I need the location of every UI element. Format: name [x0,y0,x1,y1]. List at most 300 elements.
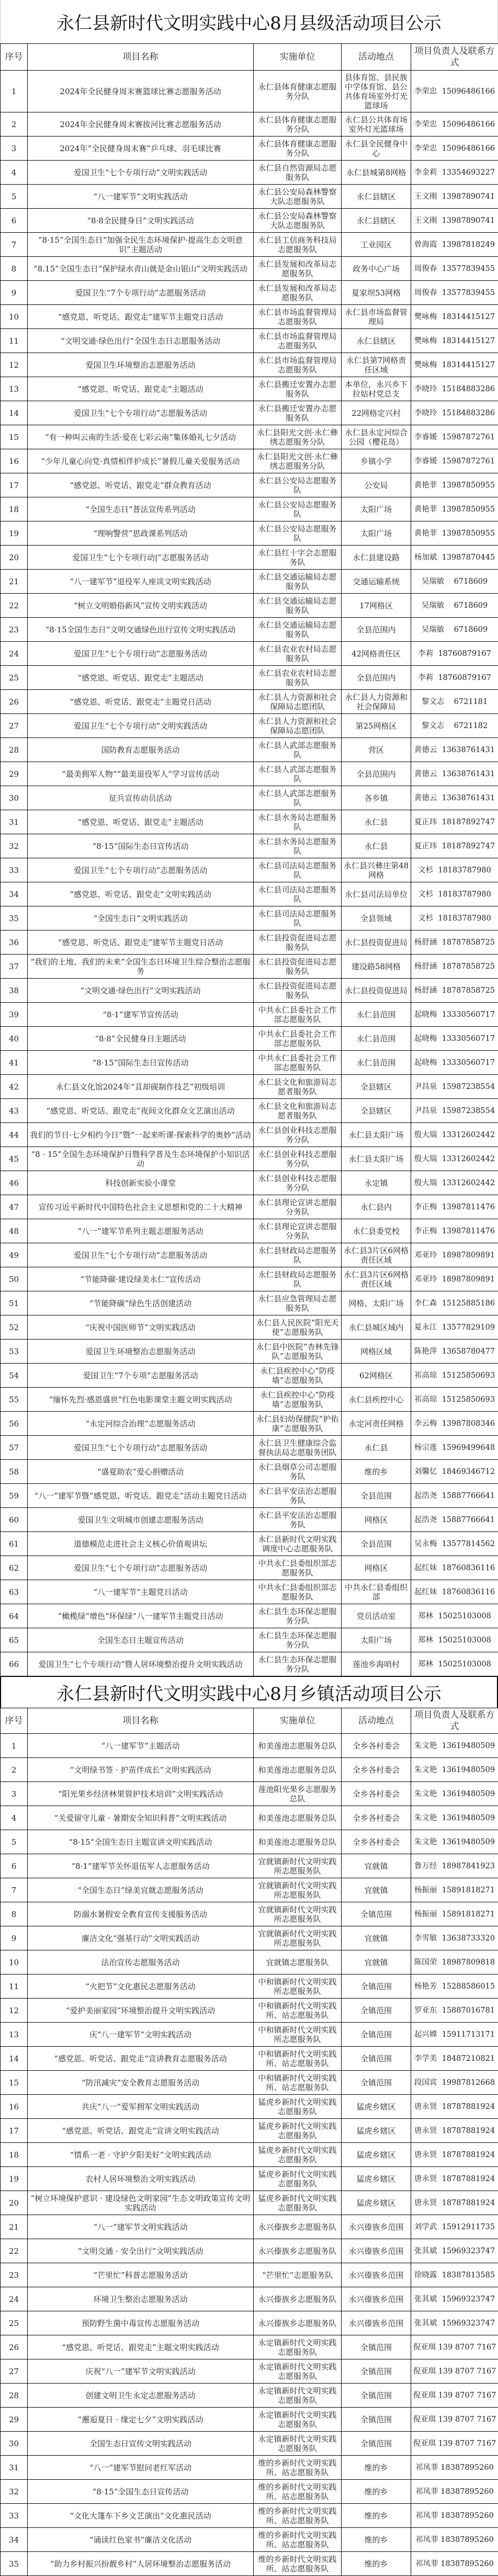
header-project-name: 项目名称 [28,44,254,71]
cell-contact: 杨振丽 15891818271 [411,1902,498,1926]
cell-project-name: “关爱留守儿童 · 暑期安全知识科普”文明实践活动 [28,1806,254,1830]
cell-location: 永仁县永定河综合公园（樱花岛） [342,425,411,449]
cell-project-name: “助力乡村振兴扮靓乡村”人居环境整治志愿服务活动 [28,2552,254,2576]
cell-location: 永仁县公共体育场室外灯光篮球场 [342,112,411,137]
table-row [1,618,498,642]
cell-project-name: 庆祝“八一”建军节文明实践活动 [28,2359,254,2384]
cell-index: 21 [1,2215,28,2239]
cell-contact: 黎文志 6721182 [411,714,498,738]
cell-index: 23 [1,2263,28,2287]
cell-project-name: “8·8”全民健身日主题活动 [28,1027,254,1051]
cell-contact: 文杉 18183787980 [411,882,498,906]
table-row [1,2047,498,2071]
cell-project-name: “8·15全国生态日”文明交通绿色出行宣传文明实践活动 [28,618,254,642]
cell-project-name: “爱护美丽家园”环境整治提升文明实践活动 [28,1999,254,2023]
cell-project-name: “感党恩、听党话、跟党走”主题活动 [28,810,254,834]
cell-project-name: 环境卫生整治志愿服务活动 [28,2287,254,2311]
cell-contact: 鲁万经 18987841923 [411,1854,498,1878]
table-row [1,2143,498,2167]
cell-contact: 祁高琼 15125850693 [411,1388,498,1412]
cell-project-name: “最美拥军人物”“最美退役军人”学习宣传活动 [28,762,254,786]
cell-contact: 吴瑞敏 6718609 [411,594,498,618]
table-row [1,2119,498,2143]
cell-project-name: “情系一老 · 守护夕阳美好”文明实践活动 [28,2143,254,2167]
cell-project-name: “全国生态日”文明实践活动 [28,906,254,930]
table-row [1,546,498,570]
cell-unit: 永仁县妇幼保健院“护佑康”志愿服务队 [254,1412,342,1436]
cell-index: 21 [1,570,28,594]
cell-project-name: “8·15”全国生态日主题宣讲文明实践活动 [28,1830,254,1854]
cell-location: 全乡各村委会 [342,1830,411,1854]
cell-contact: 李金莉 13354693227 [411,161,498,185]
cell-project-name: “8·1”建军节宣传活动 [28,1003,254,1027]
cell-index: 14 [1,2047,28,2071]
cell-unit: 和美莲池志愿服务总队 [254,1734,342,1758]
table-row [1,2335,498,2359]
cell-unit: 永仁县司法局志愿服务队 [254,906,342,930]
cell-location: 永仁县3片区6网格责任区域 [342,1243,411,1267]
cell-project-name: “有一种叫云南的生活·爱在七彩云南”集体婚礼七夕活动 [28,425,254,449]
cell-unit: 永仁县平安法治志愿服务队 [254,1508,342,1532]
cell-project-name: 我们的节日·七夕相约今日”暨“一起来听课·探索科学的奥妙”活动 [28,1123,254,1147]
cell-location: 22网格定兴村 [342,401,411,425]
cell-index: 22 [1,2239,28,2263]
cell-location: 62网格区 [342,1364,411,1388]
cell-unit: 维的乡新时代文明实践所、站志愿服务队 [254,2552,342,2576]
cell-contact: 夏正玮 18187892747 [411,810,498,834]
cell-project-name: “8·8全民健身日”文明实践活动 [28,209,254,233]
cell-unit: 永仁县公安局森林警察大队志愿服务队 [254,209,342,233]
cell-unit: 永仁县司法局志愿服务队 [254,882,342,906]
cell-unit: 永定镇新时代文明实践志愿服务队 [254,2384,342,2408]
cell-location: 全县范围内 [342,618,411,642]
cell-index: 51 [1,1291,28,1315]
cell-index: 19 [1,2167,28,2191]
cell-contact: 刘学武 15912911735 [411,2215,498,2239]
cell-unit: 永定镇新时代文明实践志愿服务队 [254,2359,342,2384]
cell-location: 永仁县人力资源和社会保障局 [342,690,411,714]
cell-location: 全县辖区 [342,1099,411,1123]
cell-project-name: “感党恩、听党话、跟党走”主题活动 [28,666,254,690]
cell-index: 15 [1,2071,28,2095]
cell-contact: 唐永贤 18787881924 [411,2119,498,2143]
cell-unit: 永仁县水务局志愿服务队 [254,834,342,858]
cell-project-name: “盛夏助农”爱心捐赠活动 [28,1460,254,1484]
cell-contact: 起晓梅 13330560717 [411,1003,498,1027]
cell-contact: 起红妹 18760836116 [411,1580,498,1604]
cell-unit: 宜就镇新时代文明实践所志愿服务队 [254,1878,342,1902]
table-row [1,2287,498,2311]
cell-contact: 倪亚琪 139 8707 7167 [411,2384,498,2408]
header-index: 序号 [1,44,28,71]
cell-location: 公安局 [342,473,411,497]
table-row [1,2239,498,2263]
cell-location: 永仁县3片区6网格责任区域 [342,1267,411,1291]
cell-index: 43 [1,1099,28,1123]
cell-unit: 永仁县投资促进局志愿服务队 [254,955,342,979]
cell-unit: 永仁县交通运输局志愿服务队 [254,594,342,618]
cell-index: 2 [1,1758,28,1782]
county-activity-table [0,43,498,1676]
cell-index: 12 [1,353,28,377]
cell-unit: 猛虎乡新时代文明实践志愿服务队 [254,2095,342,2119]
cell-index: 13 [1,377,28,401]
cell-project-name: “感党恩、听党话、跟党走”宣讲教育志愿服务活动 [28,2047,254,2071]
cell-project-name: “全国生态日”普法宣传系列活动 [28,497,254,521]
cell-unit: 维的乡新时代文明实践所、站志愿服务队 [254,2528,342,2552]
cell-project-name: “理响警营”思政课系列活动 [28,521,254,546]
cell-unit: 永仁县公安局志愿服务队 [254,521,342,546]
cell-location: 工业园区 [342,233,411,257]
cell-location: 永兴傣族乡范围 [342,2263,411,2287]
table-row [1,2480,498,2504]
cell-location: 全镇范围 [342,1902,411,1926]
cell-contact: 殷大瑞 13312602442 [411,1147,498,1171]
cell-index: 50 [1,1267,28,1291]
table-row [1,1219,498,1243]
cell-project-name: “八一”建军节慰问老红军活动 [28,2456,254,2480]
cell-index: 33 [1,2504,28,2528]
cell-contact: 夏永江 13577829109 [411,1315,498,1340]
cell-index: 37 [1,955,28,979]
cell-index: 29 [1,2408,28,2432]
cell-location: 42网格责任区 [342,642,411,666]
cell-project-name: 创建文明卫生永定志愿服务活动 [28,2384,254,2408]
cell-index: 2 [1,112,28,137]
cell-index: 20 [1,546,28,570]
cell-index: 5 [1,1830,28,1854]
cell-unit: 宜就镇志愿服务队 [254,1950,342,1974]
cell-location: 太阳广场 [342,1628,411,1652]
cell-index: 65 [1,1628,28,1652]
cell-index: 19 [1,521,28,546]
cell-contact: 倪亚琪 139 8707 7167 [411,2359,498,2384]
cell-index: 44 [1,1123,28,1147]
cell-unit: 永仁县创业科技志愿服务分队 [254,1171,342,1195]
cell-project-name: 全国生态日主题宣传活动 [28,1628,254,1652]
cell-contact: 吴瑞敏 6718609 [411,618,498,642]
cell-project-name: “文明交通·绿色出行”全国生态日志愿服务活动 [28,329,254,353]
table-row [1,233,498,257]
cell-index: 24 [1,642,28,666]
cell-unit: 永仁县理论宣讲志愿服分务队 [254,1195,342,1219]
table-row [1,1830,498,1854]
cell-project-name: “火把节”文化惠民志愿服务活动 [28,1974,254,1999]
cell-index: 14 [1,401,28,425]
cell-unit: 永兴傣族乡志愿服务队 [254,2215,342,2239]
cell-index: 12 [1,1999,28,2023]
cell-project-name: 爱国卫生“七个专项行动”暨人居环境整治提升文明实践活动 [28,1652,254,1676]
cell-unit: 永仁县平安法治志愿服务队 [254,1484,342,1508]
cell-project-name: 爱国卫生“七个专项行动”志愿服务活动 [28,858,254,882]
table-row [1,1147,498,1171]
table-row [1,2095,498,2119]
cell-contact: 起浩尧 15887766641 [411,1484,498,1508]
cell-contact: 殷大瑞 13312602442 [411,1171,498,1195]
cell-contact: 起兴嫦 15911713171 [411,2023,498,2047]
cell-contact: 唐永贤 18787881924 [411,2143,498,2167]
cell-index: 35 [1,2552,28,2576]
cell-index: 60 [1,1508,28,1532]
cell-unit: 永兴傣族乡志愿服务队 [254,2287,342,2311]
table-row [1,786,498,810]
cell-unit: 永兴傣族乡志愿服务队 [254,2239,342,2263]
cell-contact: 杨宗莲 15969499648 [411,1436,498,1460]
cell-project-name: 农村人居环境整治文明实践活动 [28,2167,254,2191]
cell-project-name: “8·15”全国生态日宣传活动 [28,2480,254,2504]
table-header-row [1,1708,498,1734]
cell-index: 28 [1,738,28,762]
cell-unit: 永仁县体育健康志愿服务分队 [254,112,342,137]
cell-location: 维的乡 [342,2528,411,2552]
cell-location: 永兴傣族乡范围 [342,2311,411,2335]
cell-contact: 徐晓露 18387813585 [411,2263,498,2287]
header-location: 活动地点 [342,44,411,71]
cell-contact: 祁凤菲 18387895260 [411,2528,498,2552]
cell-unit: 猛虎乡新时代文明实践志愿服务队 [254,2191,342,2215]
cell-contact: 李晓玲 15184883286 [411,401,498,425]
cell-contact: 尹昌泉 15987238554 [411,1075,498,1099]
cell-unit: 永仁县投资促进局志愿服务队 [254,979,342,1003]
table-row [1,1902,498,1926]
cell-location: 太阳广场 [342,497,411,521]
cell-contact: 祁凤菲 18387895260 [411,2552,498,2576]
cell-index: 4 [1,161,28,185]
cell-location: 永兴傣族乡范围 [342,2215,411,2239]
cell-location: 夏家坝53网格 [342,281,411,305]
cell-unit: 永仁县市场监督管理局志愿服务队 [254,329,342,353]
cell-contact: 黄德云 13638761431 [411,762,498,786]
cell-contact: 杨舒涵 18787858725 [411,979,498,1003]
cell-contact: 唐永贤 18787881924 [411,2095,498,2119]
cell-contact: 李荣忠 15096486166 [411,71,498,112]
table-row [1,1950,498,1974]
cell-index: 30 [1,2432,28,2456]
cell-project-name: “文明交通·绿色出行”文明实践活动 [28,979,254,1003]
cell-unit: 永仁县公安局森林警察大队志愿服务队 [254,185,342,209]
header-location: 活动地点 [342,1708,411,1734]
cell-unit: 永仁县交通运输局志愿服务队 [254,618,342,642]
table-row [1,738,498,762]
cell-unit: 宜就镇新时代文明实践所志愿服务队 [254,1926,342,1950]
table-row [1,834,498,858]
cell-project-name: 科技创新实验小课堂 [28,1171,254,1195]
cell-unit: 和美莲池志愿服务总队 [254,1758,342,1782]
cell-location: 网格区 [342,1556,411,1580]
cell-unit: 永仁县卫生健康综合监督执法局志愿服务团队 [254,1436,342,1460]
cell-location: 永仁县投资促进局 [342,979,411,1003]
cell-location: 永仁县范围 [342,1027,411,1051]
cell-contact: 起晓梅 13330560717 [411,1027,498,1051]
cell-contact: 张其斌 15969323747 [411,2287,498,2311]
cell-index: 22 [1,594,28,618]
cell-index: 7 [1,233,28,257]
cell-contact: 杨艳芳 15288586015 [411,1974,498,1999]
cell-index: 38 [1,979,28,1003]
cell-contact: 周俊春 13577839455 [411,281,498,305]
cell-index: 31 [1,810,28,834]
table-row [1,1484,498,1508]
cell-project-name: “感党恩、听党话、跟党走”主题党日活动 [28,690,254,714]
cell-unit: 永仁县自然资源局志愿服务队 [254,161,342,185]
cell-contact: 杨加斌 13987870445 [411,546,498,570]
cell-location: 永仁县范围 [342,1051,411,1075]
cell-contact: 李莉 18760879167 [411,666,498,690]
cell-index: 3 [1,137,28,161]
cell-project-name: “感党恩、听党话、跟党走”建军节主题党日活动 [28,305,254,329]
cell-unit: 永仁县阳光文创·永仁彝绣志愿服务分队 [254,449,342,473]
table-row [1,762,498,786]
cell-contact: 倪亚琪 139 8707 7167 [411,2335,498,2359]
cell-project-name: “八一”建军节系列主题志愿服务活动 [28,1219,254,1243]
table-row [1,858,498,882]
cell-project-name: “八一建军节”主题党日活动 [28,1580,254,1604]
cell-unit: 永仁县生态环保志愿服务分队 [254,1628,342,1652]
cell-project-name: 爱国卫生“七个专项行动”志愿服务活动 [28,1243,254,1267]
cell-project-name: 爱国卫生“七个专项行动”志愿服务活动 [28,401,254,425]
cell-index: 39 [1,1003,28,1027]
table-row [1,1171,498,1195]
cell-project-name: 2024年全民健身周末赛拔河比赛志愿服务活动 [28,112,254,137]
cell-index: 62 [1,1556,28,1580]
cell-location: 全镇范围 [342,2335,411,2359]
table-row [1,401,498,425]
cell-contact: 倪亚琪 139 8707 7167 [411,2432,498,2456]
cell-contact: 李雪敏 13638733320 [411,1926,498,1950]
cell-project-name: “阳光果乡经济林果管护技术培训”文明实践活动 [28,1782,254,1806]
cell-location: 全镇范围 [342,2384,411,2408]
cell-unit: 中共永仁县委组织部志愿服务队 [254,1556,342,1580]
cell-contact: 李正梅 13987811476 [411,1195,498,1219]
cell-index: 35 [1,906,28,930]
cell-index: 1 [1,1734,28,1758]
cell-project-name: “我们的土地、我们的未来”全国生态日环境卫生综合整治志愿服务 [28,955,254,979]
cell-location: 永仁县建设路 [342,546,411,570]
cell-index: 53 [1,1340,28,1364]
cell-index: 25 [1,666,28,690]
table-row [1,1628,498,1652]
cell-contact: 黎文志 6721181 [411,690,498,714]
cell-contact: 李荣忠 15096486166 [411,112,498,137]
cell-unit: 永仁县搬迁安置办志愿服务队 [254,401,342,425]
cell-location: 全镇范围 [342,1974,411,1999]
header-unit: 实施单位 [254,1708,342,1734]
cell-unit: 维的乡新时代文明实践所、站志愿服务队 [254,2456,342,2480]
cell-location: 宜就镇 [342,1854,411,1878]
cell-project-name: “感党恩、听党话、跟党走”群众教育活动 [28,473,254,497]
cell-unit: 永仁县财政局志愿服务队 [254,1267,342,1291]
table-row [1,2504,498,2528]
cell-index: 48 [1,1219,28,1243]
table-row [1,1758,498,1782]
cell-contact: 王文刚 13987890741 [411,185,498,209]
cell-location: 维的乡 [342,2456,411,2480]
cell-project-name: “文明交通 · 安全出行”文明实践活动 [28,2239,254,2263]
cell-contact: 段国宾 19987812668 [411,2071,498,2095]
cell-unit: 永仁县人武部志愿服务队 [254,786,342,810]
table-row [1,2071,498,2095]
cell-contact: 陈国荣 18987809818 [411,1950,498,1974]
cell-index: 20 [1,2191,28,2215]
cell-contact: 吴瑞敏 6718609 [411,570,498,594]
cell-project-name: 征兵宣传动员活动 [28,786,254,810]
cell-contact: 文杉 18183787980 [411,906,498,930]
cell-index: 24 [1,2287,28,2311]
cell-project-name: “邂逅夏日 · 缘定七夕”文明实践活动 [28,2408,254,2432]
cell-index: 18 [1,497,28,521]
cell-unit: 永仁县疾控中心“防疫墙”志愿服务队 [254,1388,342,1412]
cell-unit: 永仁县发展和改革局志愿服务队 [254,281,342,305]
table-row [1,112,498,137]
cell-location: 17网格区 [342,594,411,618]
table-row [1,2408,498,2432]
cell-location: 全镇范围 [342,2408,411,2432]
cell-contact: 吴永梅 13577814562 [411,1532,498,1556]
cell-unit: 宜就镇新时代文明实践所志愿服务队 [254,1854,342,1878]
table-row [1,1580,498,1604]
cell-project-name: 共庆“八一”爱军拥军文明实践活动 [28,2095,254,2119]
table-row [1,1412,498,1436]
cell-contact: 李莉 18760879167 [411,642,498,666]
cell-unit: 永仁县市场监督管理局志愿服务队 [254,305,342,329]
cell-project-name: “感党恩、听党话、跟党走”主题活动 [28,377,254,401]
cell-contact: 黄艳菲 13987850955 [411,497,498,521]
cell-location: 永仁县兴彝庄第48网格 [342,858,411,882]
cell-unit: “芒里忙”志愿服务队 [254,2263,342,2287]
cell-location: 党员活动室 [342,1604,411,1628]
cell-location: 永仁县疾控中心 [342,1388,411,1412]
cell-location: 永仁县内 [342,1195,411,1219]
cell-contact: 起红妹 18760836116 [411,1556,498,1580]
cell-unit: 猛虎乡新时代文明实践志愿服务队 [254,2143,342,2167]
cell-contact: 李正梅 13987811476 [411,1219,498,1243]
cell-project-name: “橄榄绿”增色“环保绿”八一建军节主题党日活动 [28,1604,254,1628]
cell-index: 29 [1,762,28,786]
cell-contact: 杨振丽 15891818271 [411,1878,498,1902]
cell-location: 猛虎乡辖区 [342,2143,411,2167]
cell-contact: 祁高琼 15125850693 [411,1364,498,1388]
cell-project-name: “感党恩、听党话、跟党走”宣讲文明实践活动 [28,2119,254,2143]
cell-location: 全镇范围 [342,2023,411,2047]
cell-unit: 永仁县生态环保志愿服务分队 [254,1652,342,1676]
cell-unit: 宜就镇新时代文明实践所志愿服务队 [254,1902,342,1926]
cell-index: 6 [1,1854,28,1878]
cell-project-name: “永定河综合治理”志愿服务活动 [28,1412,254,1436]
cell-project-name: “少年儿童心向党·真情相伴护成长”暑假儿童关爱服务活动 [28,449,254,473]
cell-unit: 中和镇新时代文明实践所、站志愿服务队 [254,2071,342,2095]
cell-location: 全县辖区 [342,1075,411,1099]
cell-contact: 黄德云 13638761431 [411,786,498,810]
cell-unit: 永仁县司法局志愿服务队 [254,858,342,882]
township-table-title: 永仁县新时代文明实践中心8月乡镇活动项目公示 [0,1676,498,1708]
cell-contact: 祁凤菲 18387895260 [411,2480,498,2504]
cell-unit: 永仁县搬迁安置办志愿服务队 [254,377,342,401]
cell-location: 全乡各村委会 [342,1806,411,1830]
cell-unit: 永仁县工信商务科技局志愿服务队 [254,233,342,257]
cell-project-name: 爱国卫生“七个专项行动”志愿服务活动 [28,642,254,666]
cell-location: 维的乡 [342,1460,411,1484]
table-row [1,71,498,112]
cell-location: 永兴傣族乡范围 [342,2287,411,2311]
cell-project-name: 宣传习近平新时代中国特色社会主义思想和党的二十大精神 [28,1195,254,1219]
cell-unit: 永仁县农业农村局志愿服务队 [254,666,342,690]
cell-index: 7 [1,1878,28,1902]
table-row [1,1388,498,1412]
cell-index: 36 [1,930,28,955]
cell-unit: 中和镇新时代文明实践所、站志愿服务队 [254,1999,342,2023]
table-row [1,594,498,618]
table-row [1,137,498,161]
